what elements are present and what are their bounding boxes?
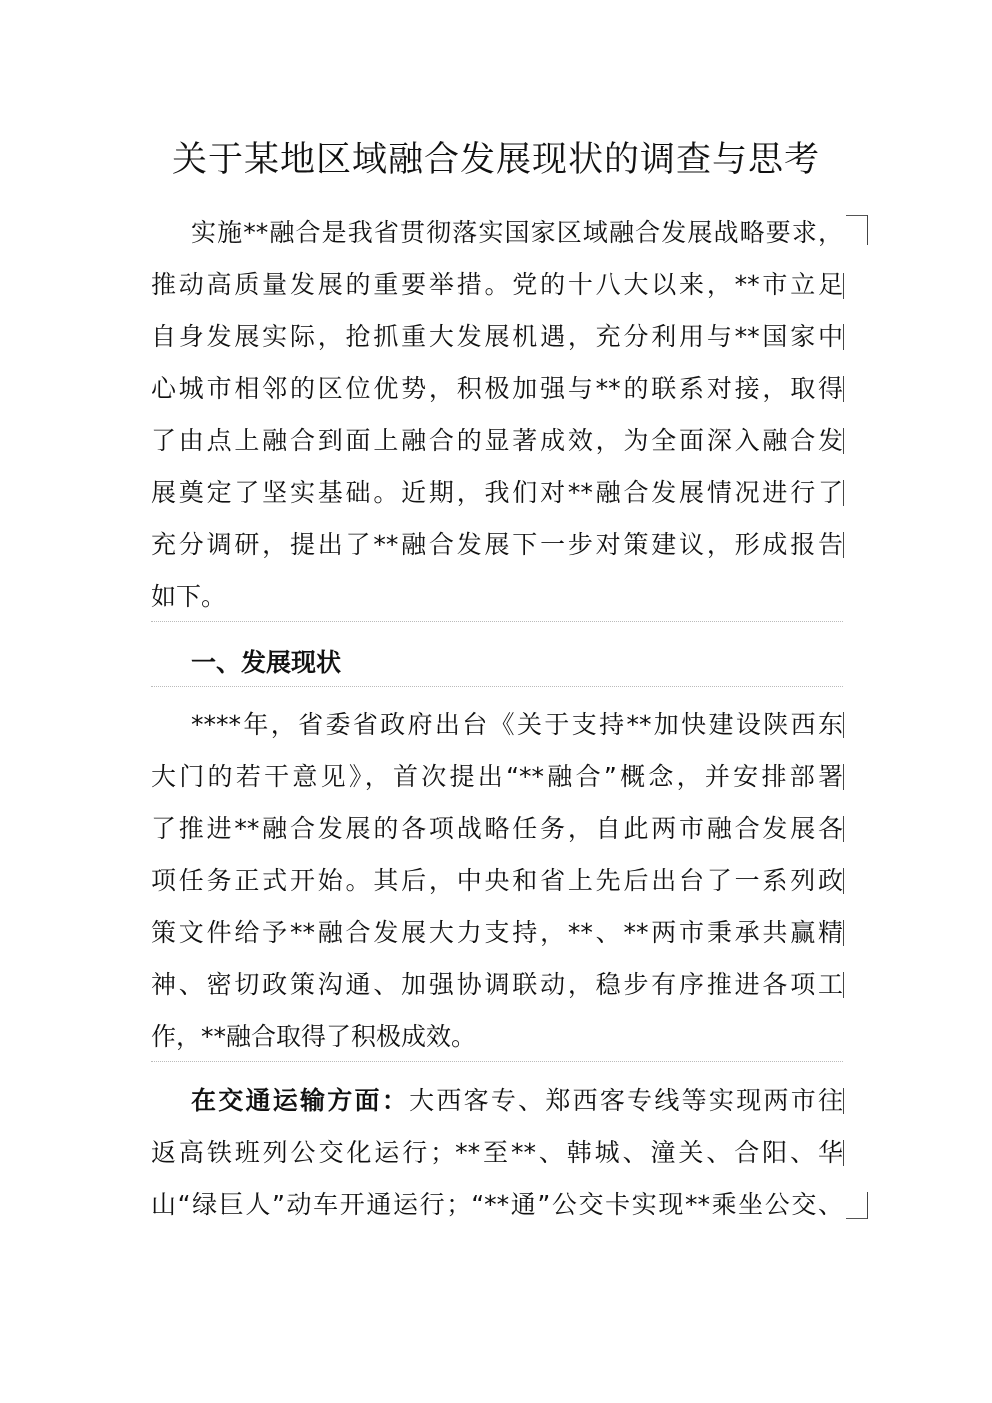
margin-bar bbox=[843, 532, 844, 558]
transport-line: 山“绿巨人”动车开通运行；“**通”公交卡实现**乘坐公交、 bbox=[151, 1190, 843, 1219]
margin-bar bbox=[843, 428, 844, 454]
paragraph-divider bbox=[151, 686, 843, 687]
transport-line bbox=[191, 1075, 843, 1127]
margin-bar bbox=[843, 712, 844, 738]
status-line: 作，**融合取得了积极成效。 bbox=[151, 1022, 477, 1051]
corner-mark-top-vertical bbox=[867, 215, 868, 245]
margin-bar bbox=[843, 480, 844, 506]
paragraph-divider bbox=[151, 621, 843, 622]
corner-mark-top bbox=[846, 215, 868, 216]
status-line: 项任务正式开始。其后，中央和省上先后出台了一系列政 bbox=[151, 866, 843, 895]
margin-bar bbox=[843, 816, 844, 842]
margin-bar bbox=[843, 868, 844, 894]
margin-bar bbox=[843, 920, 844, 946]
status-line: ****年，省委省政府出台《关于支持**加快建设陕西东 bbox=[191, 710, 843, 739]
corner-mark-bottom-vertical bbox=[867, 1192, 868, 1219]
transport-text: 大西客专、郑西客专线等实现两市往 bbox=[409, 1086, 843, 1115]
transport-line: 返高铁班列公交化运行；**至**、韩城、潼关、合阳、华 bbox=[151, 1138, 843, 1167]
intro-line: 充分调研，提出了**融合发展下一步对策建议，形成报告 bbox=[151, 530, 843, 559]
section-heading: 一、发展现状 bbox=[191, 648, 342, 677]
intro-line: 展奠定了坚实基础。近期，我们对**融合发展情况进行了 bbox=[151, 478, 843, 507]
margin-bar bbox=[843, 376, 844, 402]
document-title: 关于某地区域融合发展现状的调查与思考 bbox=[171, 140, 820, 180]
margin-bar bbox=[843, 1088, 844, 1114]
intro-line: 如下。 bbox=[151, 582, 227, 611]
transport-label: 在交通运输方面： bbox=[191, 1086, 410, 1115]
margin-bar bbox=[843, 972, 844, 998]
corner-mark-bottom bbox=[846, 1218, 868, 1219]
margin-bar bbox=[843, 324, 844, 350]
intro-line: 自身发展实际，抢抓重大发展机遇，充分利用与**国家中 bbox=[151, 322, 843, 351]
status-line: 神、密切政策沟通、加强协调联动，稳步有序推进各项工 bbox=[151, 970, 843, 999]
margin-bar bbox=[843, 764, 844, 790]
intro-line: 推动高质量发展的重要举措。党的十八大以来，**市立足 bbox=[151, 270, 843, 299]
intro-line: 实施**融合是我省贯彻落实国家区域融合发展战略要求， bbox=[191, 218, 843, 247]
status-line: 了推进**融合发展的各项战略任务，自此两市融合发展各 bbox=[151, 814, 843, 843]
margin-bar bbox=[843, 273, 844, 299]
status-line: 大门的若干意见》，首次提出“**融合”概念，并安排部署 bbox=[151, 762, 843, 791]
paragraph-divider bbox=[151, 1061, 843, 1062]
intro-line: 了由点上融合到面上融合的显著成效，为全面深入融合发 bbox=[151, 426, 843, 455]
margin-bar bbox=[843, 1140, 844, 1166]
status-line: 策文件给予**融合发展大力支持，**、**两市秉承共赢精 bbox=[151, 918, 843, 947]
intro-line: 心城市相邻的区位优势，积极加强与**的联系对接，取得 bbox=[151, 374, 843, 403]
